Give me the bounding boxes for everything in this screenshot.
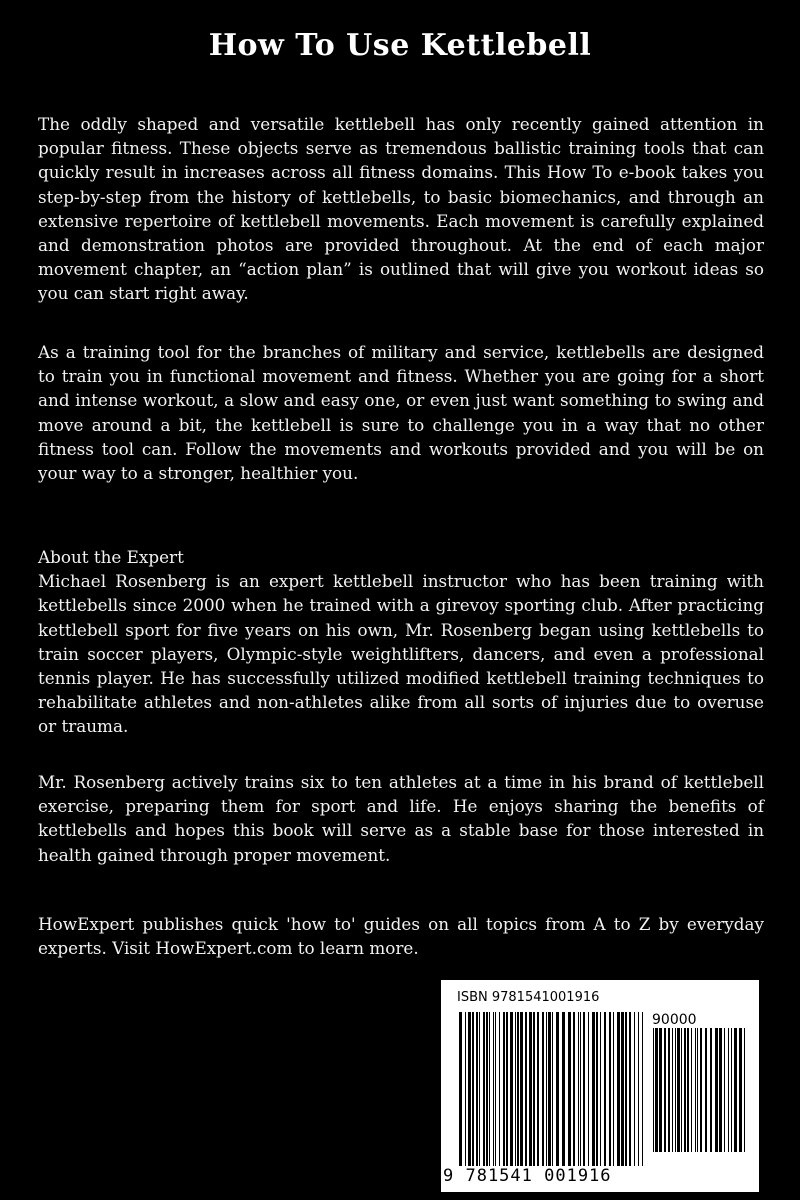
barcode-stripe: [465, 1012, 466, 1172]
barcode-stripe: [542, 1012, 544, 1172]
barcode-stripe: [517, 1012, 519, 1172]
barcode-stripe: [486, 1012, 488, 1172]
barcode-stripe: [739, 1028, 742, 1152]
about-section: [38, 545, 764, 739]
barcode-stripe: [592, 1012, 595, 1172]
barcode-stripe: [472, 1012, 474, 1172]
barcode-stripe: [580, 1012, 581, 1172]
barcode-stripe: [681, 1028, 682, 1152]
barcode-stripe: [533, 1012, 535, 1172]
isbn-digits: 9 781541 001916: [443, 1166, 643, 1186]
about-body: Michael Rosenberg is an expert kettlebell instructor who has been training with kettlebells since 2000 when he trained with a girevoy sporting club. After practicing kettlebell sport for five years on his own, Mr. Rosenberg began using kettlebells to train soccer players, Olympic-style weightlifters, dancers, and even a professional tennis player. He has successfully utilized modified kettlebell training techniques to rehabilitate athletes and non-athletes alike from all sorts of injuries due to overuse or trauma.: [38, 571, 764, 737]
barcode-stripe: [609, 1012, 611, 1172]
barcode-stripe: [744, 1028, 745, 1152]
barcode-stripe: [724, 1028, 725, 1152]
barcode-stripe: [529, 1012, 532, 1172]
barcode-stripe: [583, 1012, 585, 1172]
barcode-stripe: [700, 1028, 702, 1152]
barcode-stripe: [596, 1012, 598, 1172]
barcode-stripe: [621, 1012, 624, 1172]
barcode-stripe: [719, 1028, 722, 1152]
price-code: 90000: [652, 1012, 697, 1028]
barcode-stripe: [537, 1012, 539, 1172]
barcode-stripe: [691, 1028, 692, 1152]
training-paragraph: As a training tool for the branches of military and service, kettlebells are designed to train you in functional movement and fitness. Whether you are going for a short and intense workout, a slow and easy one, or even just want something to swing and move around a bit, the kettlebell is sure to challenge you in a way that no other fitness tool can. Follow the movements and workouts provided and you will be on your way to a stronger, healthier you.: [38, 342, 764, 484]
barcode-stripe: [588, 1012, 589, 1172]
barcode-stripe: [604, 1012, 606, 1172]
book-title: How To Use Kettlebell: [208, 28, 592, 63]
barcode-stripe: [525, 1012, 527, 1172]
barcode-stripe: [548, 1012, 551, 1172]
barcode-stripe: [556, 1012, 559, 1172]
barcode-stripe: [483, 1012, 485, 1172]
barcode-stripe: [520, 1012, 523, 1172]
barcode-panel: [441, 980, 759, 1192]
barcode-stripe: [476, 1012, 478, 1172]
about-heading: About the Expert: [38, 547, 184, 567]
barcode-stripe: [731, 1028, 732, 1152]
barcode-stripe: [677, 1028, 680, 1152]
barcode-stripe: [613, 1012, 614, 1172]
barcode-stripe: [506, 1012, 508, 1172]
barcode-stripe: [672, 1028, 673, 1152]
barcode-stripe: [510, 1012, 513, 1172]
barcode-stripe: [668, 1028, 670, 1152]
barcode-stripe: [499, 1012, 500, 1172]
barcode-stripe: [578, 1012, 579, 1172]
barcode-stripe: [493, 1012, 494, 1172]
barcode-stripe: [459, 1012, 462, 1172]
barcode-stripe: [653, 1028, 654, 1152]
publisher-paragraph: HowExpert publishes quick 'how to' guides on all topics from A to Z by everyday experts. Visit HowExpert.com to learn more.: [38, 914, 764, 959]
barcode-stripe: [715, 1028, 718, 1152]
trainer-paragraph: Mr. Rosenberg actively trains six to ten athletes at a time in his brand of kettlebell exercise, preparing them for sport and life. He enjoys sharing the benefits of kettlebells and hopes this book will serve as a stable base for those interested in health gained through proper movement.: [38, 772, 764, 865]
barcode-stripe: [503, 1012, 505, 1172]
isbn-barcode: [459, 1012, 645, 1172]
barcode-stripe: [705, 1028, 707, 1152]
barcode-stripe: [625, 1012, 627, 1172]
barcode-stripe: [495, 1012, 496, 1172]
barcode-stripe: [638, 1012, 639, 1172]
barcode-stripe: [664, 1028, 666, 1152]
barcode-stripe: [728, 1028, 729, 1152]
barcode-stripe: [675, 1028, 676, 1152]
barcode-stripe: [489, 1012, 490, 1172]
barcode-stripe: [562, 1012, 565, 1172]
barcode-stripe: [629, 1012, 631, 1172]
barcode-stripe: [695, 1028, 696, 1152]
barcode-stripe: [468, 1012, 471, 1172]
barcode-stripe: [687, 1028, 689, 1152]
barcode-stripe: [655, 1028, 658, 1152]
barcode-stripe: [684, 1028, 686, 1152]
barcode-stripe: [697, 1028, 698, 1152]
barcode-stripe: [617, 1012, 620, 1172]
barcode-stripe: [573, 1012, 575, 1172]
barcode-stripe: [568, 1012, 571, 1172]
intro-paragraph: The oddly shaped and versatile kettlebell has only recently gained attention in popular fitness. These objects serve as tremendous ballistic training tools that can quickly result in increases across all fitness domains. This How To e-book takes you step-by-step from the history of kettlebells, to basic biomechanics, and through an extensive repertoire of kettlebell movements. Each movement is carefully explained and demonstration photos are provided throughout. At the end of each major movement chapter, an “action plan” is outlined that will give you workout ideas so you can start right away.: [38, 114, 764, 304]
barcode-stripe: [710, 1028, 712, 1152]
barcode-stripe: [659, 1028, 662, 1152]
barcode-stripe: [642, 1012, 643, 1172]
barcode-stripe: [634, 1012, 635, 1172]
barcode-stripe: [546, 1012, 547, 1172]
price-barcode: [653, 1028, 749, 1152]
barcode-stripe: [515, 1012, 516, 1172]
barcode-stripe: [734, 1028, 737, 1152]
barcode-stripe: [552, 1012, 553, 1172]
barcode-stripe: [479, 1012, 480, 1172]
isbn-label: ISBN 9781541001916: [457, 990, 600, 1005]
barcode-stripe: [600, 1012, 601, 1172]
